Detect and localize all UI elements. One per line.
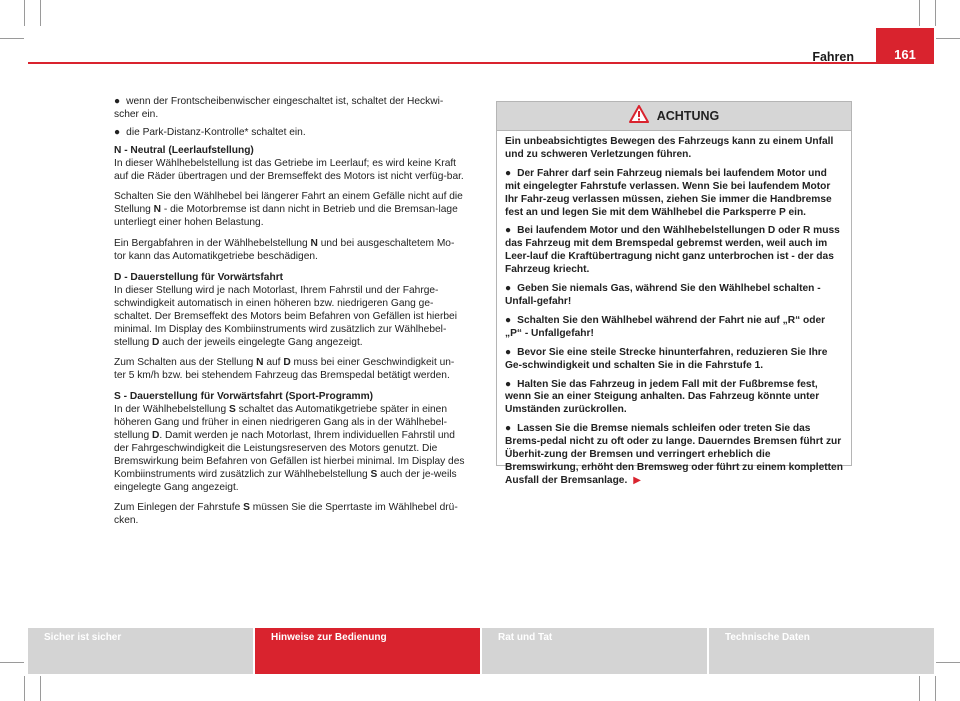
continue-arrow-icon: ▶ <box>633 474 641 486</box>
crop-mark <box>936 38 960 39</box>
tab-hinweise-zur-bedienung[interactable]: Hinweise zur Bedienung <box>255 628 482 674</box>
bullet-icon: ● <box>505 283 512 295</box>
warning-item: ● Schalten Sie den Wählhebel während der Fahrt nie auf „R“ oder „P“ - Unfallgefahr! <box>505 314 826 339</box>
footer-tabs <box>28 628 934 674</box>
crop-mark <box>919 676 920 701</box>
warning-header <box>497 102 851 131</box>
tab-rat-und-tat[interactable]: Rat und Tat <box>482 628 709 674</box>
paragraph: Zum Einlegen der Fahrstufe S müssen Sie die Sperrtaste im Wählhebel drü-cken. <box>114 502 458 527</box>
section-title: Fahren <box>812 50 854 64</box>
bullet-icon: ● <box>505 225 512 237</box>
paragraph: In der Wählhebelstellung S schaltet das Automatikgetriebe später in einen höheren Gang und früher in einen niedrigeren Gang als in der Wählhebel-stellung D. Damit werden je nach Motorlast, Ihrem individuellen Fahrstil und der Fahrgeschwindigkeit die Leistungsreserven des Motors genutzt. Die Bremswirkung beim Befahren von Gefällen ist hierbei minimal. Im Display des Kombiinstruments wird zusätzlich zur Wählhebelstellung S auch der je-weils eingelegte Gang angezeigt. <box>114 404 465 493</box>
bullet-icon: ● <box>505 346 512 358</box>
warning-item: ● Geben Sie niemals Gas, während Sie den Wählhebel schalten - Unfall-gefahr! <box>505 283 821 307</box>
crop-mark <box>40 676 41 701</box>
crop-mark <box>0 38 24 39</box>
crop-mark <box>24 0 25 26</box>
page-number-box <box>876 28 934 64</box>
warning-icon <box>629 105 649 128</box>
crop-mark <box>919 0 920 26</box>
list-item: ● wenn der Frontscheibenwischer eingeschaltet ist, schaltet der Heckwi-scher ein. <box>114 96 444 120</box>
warning-item: ● Bei laufendem Motor und den Wählhebelstellungen D oder R muss das Fahrzeug mit dem Bremspedal gebremst werden, weil auch im Leer-lauf die Kraftübertragung nicht ganz unterbrochen ist - der das Fahrzeug kriecht. <box>505 225 840 276</box>
bullet-icon: ● <box>505 314 512 326</box>
crop-mark <box>24 676 25 701</box>
left-column <box>114 96 466 536</box>
header-rule <box>28 62 934 64</box>
paragraph: In dieser Stellung wird je nach Motorlast, Ihrem Fahrstil und der Fahrge-schwindigkeit automatisch in einen höheren bzw. niedrigeren Gang ge-schaltet. Der Bremseffekt des Motors beim Befahren von Gefällen ist hierbei minimal. Im Display des Kombiinstruments wird zusätzlich zur Wählhebel-stellung D auch der jeweils eingelegte Gang angezeigt. <box>114 284 457 348</box>
crop-mark <box>935 676 936 701</box>
warning-box <box>496 101 852 486</box>
bullet-icon: ● <box>114 126 121 138</box>
section-heading-d: D - Dauerstellung für Vorwärtsfahrt <box>114 271 284 283</box>
warning-title: ACHTUNG <box>656 108 720 123</box>
paragraph: Schalten Sie den Wählhebel bei längerer Fahrt an einem Gefälle nicht auf die Stellung N - die Motorbremse ist dann nicht in Betrieb und die Bremsan-lage unterliegt einer hohen Belastung. <box>114 191 463 229</box>
bullet-icon: ● <box>505 167 512 179</box>
warning-intro: Ein unbeabsichtigtes Bewegen des Fahrzeugs kann zu einem Unfall und zu schweren Verletzungen führen. <box>505 136 834 160</box>
warning-item: ● Der Fahrer darf sein Fahrzeug niemals bei laufendem Motor und mit eingelegter Fahrstufe verlassen. Wenn Sie bei laufendem Motor Ihr Fahr-zeug verlassen müssen, ziehen Sie immer die Handbremse fest an und legen Sie mit dem Wählhebel die Parksperre P ein. <box>505 167 832 218</box>
page-number: 161 <box>894 47 916 62</box>
crop-mark <box>40 0 41 26</box>
bullet-icon: ● <box>505 423 512 435</box>
list-item: ● die Park-Distanz-Kontrolle* schaltet ein. <box>114 126 306 138</box>
paragraph: Zum Schalten aus der Stellung N auf D muss bei einer Geschwindigkeit un-ter 5 km/h bzw. bei stehendem Fahrzeug das Bremspedal betätigt werden. <box>114 357 455 382</box>
crop-mark <box>936 662 960 663</box>
warning-item: ● Halten Sie das Fahrzeug in jedem Fall mit der Fußbremse fest, wenn Sie an einer Steigung anhalten. Das Fahrzeug könnte unter Umständen zurückrollen. <box>505 378 820 416</box>
paragraph: Ein Bergabfahren in der Wählhebelstellung N und bei ausgeschaltetem Mo-tor kann das Automatikgetriebe beschädigen. <box>114 238 455 263</box>
warning-item: ● Lassen Sie die Bremse niemals schleifen oder treten Sie das Brems-pedal nicht zu oft oder zu lange. Dauerndes Bremsen führt zur Überhit-zung der Bremsen und verringert erheblich die Bremswirkung, erhöht den Bremsweg oder führt zu einem kompletten Ausfall der Bremsanlage. ▶ <box>505 423 843 486</box>
bullet-icon: ● <box>505 378 512 390</box>
crop-mark <box>0 662 24 663</box>
tab-technische-daten[interactable]: Technische Daten <box>709 628 934 674</box>
tab-sicher-ist-sicher[interactable]: Sicher ist sicher <box>28 628 255 674</box>
crop-mark <box>935 0 936 26</box>
warning-body <box>497 131 851 498</box>
section-heading-n: N - Neutral (Leerlaufstellung) <box>114 144 254 156</box>
bullet-icon: ● <box>114 96 121 107</box>
paragraph: In dieser Wählhebelstellung ist das Getriebe im Leerlauf; es wird keine Kraft auf die Räder übertragen und der Bremseffekt des Motors ist nicht verfüg-bar. <box>114 157 464 182</box>
warning-item: ● Bevor Sie eine steile Strecke hinunterfahren, reduzieren Sie Ihre Ge-schwindigkeit und schalten Sie in die Fahrstufe 1. <box>505 346 828 371</box>
section-heading-s: S - Dauerstellung für Vorwärtsfahrt (Sport-Programm) <box>114 391 374 403</box>
